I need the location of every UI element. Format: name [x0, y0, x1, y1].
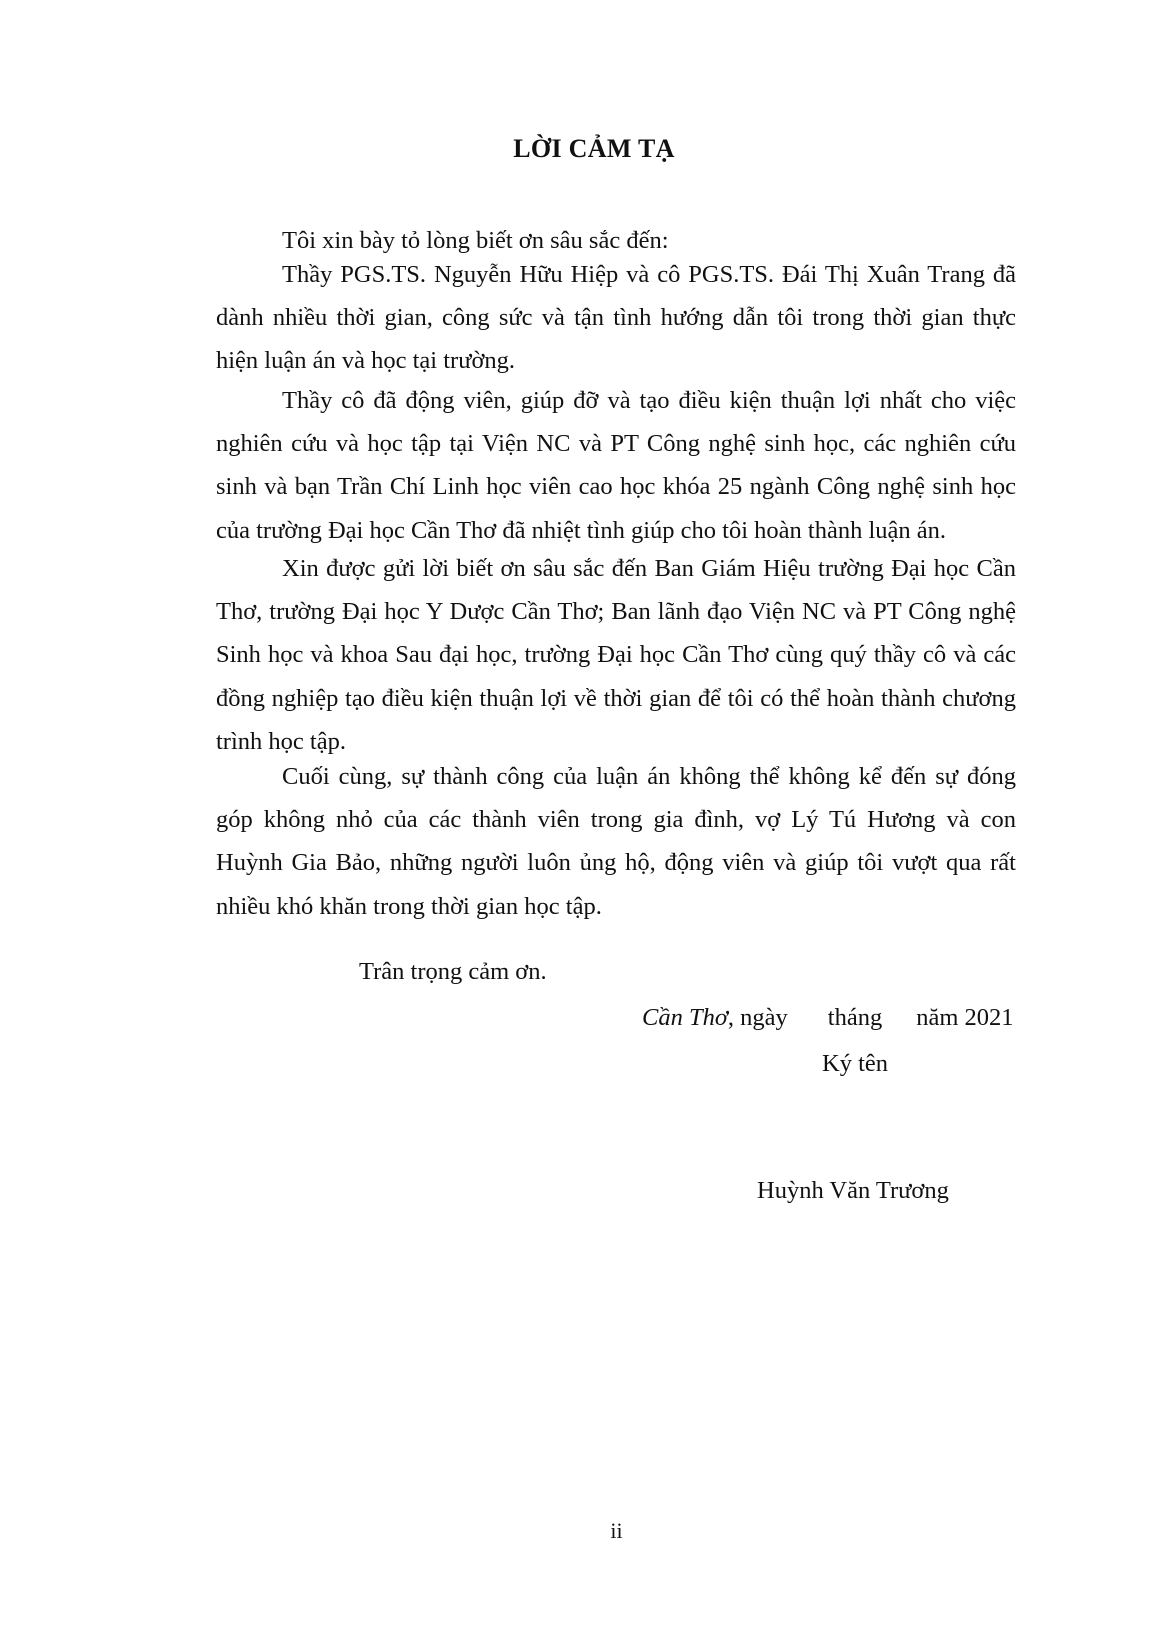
paragraph-institutions: Xin được gửi lời biết ơn sâu sắc đến Ban Giám Hiệu trường Đại học Cần Thơ, trường Đại học Y Dược Cần Thơ; Ban lãnh đạo Viện NC và PT Công nghệ Sinh học và khoa Sau đại học, trường Đại học Cần Thơ cùng quý thầy cô và các đồng nghiệp tạo điều kiện thuận lợi về thời gian để tôi có thể hoàn thành chương trình học tập.: [216, 555, 1016, 755]
dateline-year: năm 2021: [916, 1004, 1014, 1031]
paragraph-support: Thầy cô đã động viên, giúp đỡ và tạo điều kiện thuận lợi nhất cho việc nghiên cứu và học tập tại Viện NC và PT Công nghệ sinh học, các nghiên cứu sinh và bạn Trần Chí Linh học viên cao học khóa 25 ngành Công nghệ sinh học của trường Đại học Cần Thơ đã nhiệt tình giúp cho tôi hoàn thành luận án.: [216, 387, 1016, 544]
page-number: ii: [610, 1518, 623, 1543]
paragraph-advisors: Thầy PGS.TS. Nguyễn Hữu Hiệp và cô PGS.TS. Đái Thị Xuân Trang đã dành nhiều thời gian, công sức và tận tình hướng dẫn tôi trong thời gian thực hiện luận án và học tại trường.: [216, 261, 1016, 375]
signature-label: Ký tên: [822, 1050, 888, 1077]
paragraph-intro: Tôi xin bày tỏ lòng biết ơn sâu sắc đến:: [282, 227, 669, 254]
signer-name: Huỳnh Văn Trương: [757, 1177, 949, 1204]
dateline: [642, 1004, 1014, 1032]
closing-line: Trân trọng cảm ơn.: [359, 958, 547, 985]
dateline-month: tháng: [827, 1004, 883, 1031]
paragraph-family: Cuối cùng, sự thành công của luận án không thể không kể đến sự đóng góp không nhỏ của các thành viên trong gia đình, vợ Lý Tú Hương và con Huỳnh Gia Bảo, những người luôn ủng hộ, động viên và giúp tôi vượt qua rất nhiều khó khăn trong thời gian học tập.: [216, 763, 1016, 920]
dateline-day: , ngày: [727, 1004, 788, 1031]
dateline-city: Cần Thơ: [642, 1004, 728, 1031]
page-title: LỜI CẢM TẠ: [513, 134, 675, 163]
